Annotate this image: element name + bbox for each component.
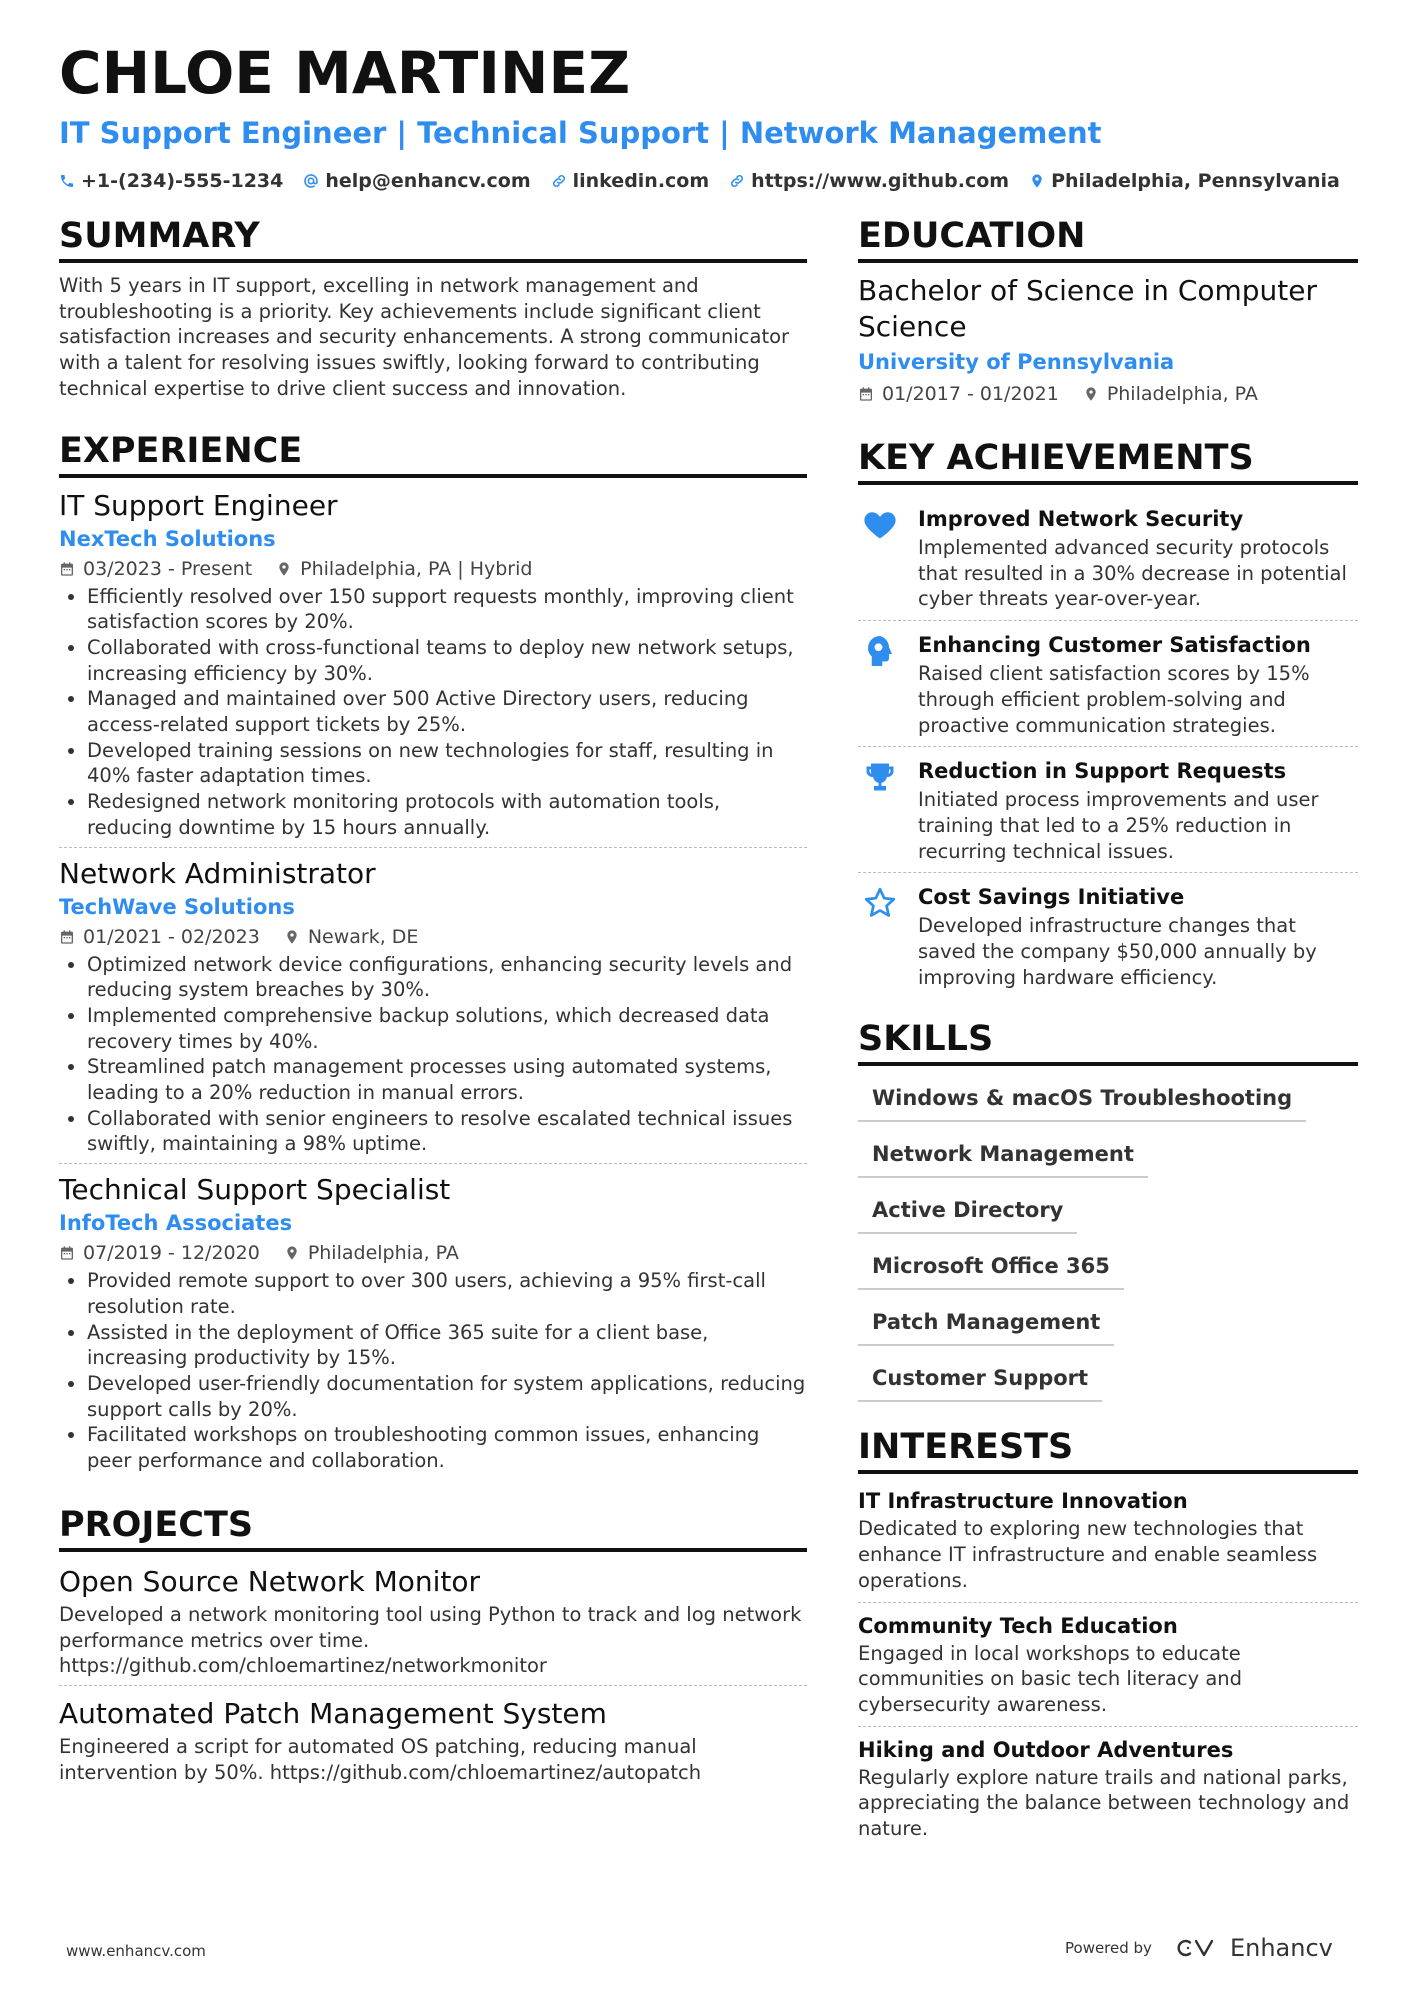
job-bullet: • Assisted in the deployment of Office 365 suite for a client base, increasing productivity by 15%. xyxy=(87,1320,807,1371)
interest-entry xyxy=(858,1726,1358,1850)
job-entry xyxy=(59,1163,807,1480)
education-degree: Bachelor of Science in Computer Science xyxy=(858,274,1318,343)
job-location: Philadelphia, PA xyxy=(307,1242,459,1265)
achievements-heading: KEY ACHIEVEMENTS xyxy=(858,437,1358,485)
interest-text: Engaged in local workshops to educate communities on basic tech literacy and cybersecurity awareness. xyxy=(858,1641,1243,1716)
interest-text: Regularly explore nature trails and national parks, appreciating the balance between technology and nature. xyxy=(858,1765,1350,1841)
job-title: Network Administrator xyxy=(59,856,376,890)
github-text: https://www.github.com xyxy=(751,170,1010,192)
education-heading: EDUCATION xyxy=(858,215,1358,263)
job-dates: 07/2019 - 12/2020 xyxy=(83,1242,260,1265)
job-location: Philadelphia, PA | Hybrid xyxy=(300,557,533,580)
education-location: Philadelphia, PA xyxy=(1106,383,1258,405)
job-meta xyxy=(59,554,807,584)
powered-by-text: Powered by xyxy=(1065,1939,1152,1957)
interest-entry xyxy=(858,1602,1358,1726)
skills-list xyxy=(858,1076,1358,1402)
job-meta xyxy=(59,1238,807,1268)
achievement-text: Initiated process improvements and user training that led to a 25% reduction in recurring technical issues. xyxy=(918,788,1319,863)
company-name: TechWave Solutions xyxy=(59,894,295,919)
job-location: Newark, DE xyxy=(307,925,419,948)
phone-icon xyxy=(59,173,75,189)
company-name: NexTech Solutions xyxy=(59,526,276,551)
link-icon xyxy=(551,173,567,189)
job-entry xyxy=(59,488,807,847)
calendar-icon xyxy=(858,386,874,402)
company-name: InfoTech Associates xyxy=(59,1211,293,1236)
link-icon xyxy=(729,173,745,189)
job-dates: 03/2023 - Present xyxy=(83,557,253,580)
location-text: Philadelphia, Pennsylvania xyxy=(1051,170,1340,192)
achievement-entry xyxy=(858,620,1358,746)
summary-text: With 5 years in IT support, excelling in network management and troubleshooting is a priority. Key achievements include significant client satisfaction increases and security enhancements. A strong communicator with a talent for resolving issues swiftly, looking forward to contributing technical expertise to drive client success and innovation. xyxy=(59,274,790,400)
job-bullet: • Provided remote support to over 300 users, achieving a 95% first-call resolution rate. xyxy=(87,1268,807,1319)
contact-location xyxy=(1029,170,1340,192)
job-bullet: • Redesigned network monitoring protocols with automation tools, reducing downtime by 15 hours annually. xyxy=(87,789,807,840)
job-bullet: • Streamlined patch management processes using automated systems, leading to a 20% reduction in manual errors. xyxy=(87,1054,807,1105)
projects-heading: PROJECTS xyxy=(59,1504,807,1552)
skill-tag: Patch Management xyxy=(858,1304,1114,1346)
job-bullet: • Collaborated with cross-functional teams to deploy new network setups, increasing efficiency by 30%. xyxy=(87,635,807,686)
left-column xyxy=(59,215,807,1791)
project-title: Automated Patch Management System xyxy=(59,1696,607,1730)
location-pin-icon xyxy=(1083,386,1099,402)
brand-name: Enhancv xyxy=(1229,1934,1333,1962)
location-pin-icon xyxy=(276,561,292,577)
project-entry xyxy=(59,1685,807,1791)
experience-heading: EXPERIENCE xyxy=(59,430,807,478)
achievement-title: Cost Savings Initiative xyxy=(918,885,1185,910)
at-icon xyxy=(303,173,319,189)
experience-list xyxy=(59,488,807,1480)
interest-entry xyxy=(858,1484,1358,1601)
summary-heading: SUMMARY xyxy=(59,215,807,263)
heart-icon xyxy=(862,507,898,543)
achievement-entry xyxy=(858,872,1358,998)
job-meta xyxy=(59,922,807,952)
contact-email[interactable] xyxy=(303,170,530,192)
candidate-headline: IT Support Engineer | Technical Support | Network Management xyxy=(59,116,1102,150)
job-bullet: • Developed training sessions on new technologies for staff, resulting in 40% faster adaptation times. xyxy=(87,738,807,789)
interests-heading: INTERESTS xyxy=(858,1426,1358,1474)
email-text: help@enhancv.com xyxy=(325,170,531,192)
achievement-title: Improved Network Security xyxy=(918,507,1244,531)
job-bullet: • Optimized network device configurations, enhancing security levels and reducing system breaches by 30%. xyxy=(87,952,807,1003)
skills-heading: SKILLS xyxy=(858,1018,1358,1066)
project-title: Open Source Network Monitor xyxy=(59,1564,480,1598)
skill-tag: Customer Support xyxy=(858,1360,1102,1402)
job-dates: 01/2021 - 02/2023 xyxy=(83,925,260,948)
enhancv-logo[interactable] xyxy=(1174,1934,1333,1962)
contact-phone[interactable] xyxy=(59,170,283,192)
job-entry xyxy=(59,847,807,1164)
location-pin-icon xyxy=(284,1245,300,1261)
job-title: Technical Support Specialist xyxy=(59,1173,451,1207)
footer-website[interactable]: www.enhancv.com xyxy=(66,1942,206,1960)
skill-tag: Windows & macOS Troubleshooting xyxy=(858,1080,1306,1122)
education-meta xyxy=(858,379,1358,409)
interest-text: Dedicated to exploring new technologies that enhance IT infrastructure and enable seamless operations. xyxy=(858,1517,1318,1592)
location-pin-icon xyxy=(1029,173,1045,189)
project-description: Developed a network monitoring tool using Python to track and log network performance metrics over time. https://github.com/chloemartinez/networkmonitor xyxy=(59,1602,802,1678)
project-entry xyxy=(59,1562,807,1685)
job-bullet: • Developed user-friendly documentation for system applications, reducing support calls by 20%. xyxy=(87,1371,807,1422)
trophy-icon xyxy=(862,759,898,795)
job-bullets xyxy=(59,952,807,1158)
job-bullet: • Facilitated workshops on troubleshooting common issues, enhancing peer performance and collaboration. xyxy=(87,1422,807,1473)
education-dates: 01/2017 - 01/2021 xyxy=(882,383,1059,405)
candidate-name: CHLOE MARTINEZ xyxy=(59,39,631,107)
star-icon xyxy=(862,885,898,921)
enhancv-logo-icon xyxy=(1174,1936,1220,1960)
right-column xyxy=(858,215,1358,1850)
achievement-text: Raised client satisfaction scores by 15% through efficient problem-solving and proactive communication strategies. xyxy=(918,662,1310,737)
project-description: Engineered a script for automated OS patching, reducing manual intervention by 50%. https://github.com/chloemartinez/autopatch xyxy=(59,1734,702,1784)
job-bullet: • Implemented comprehensive backup solutions, which decreased data recovery times by 40%. xyxy=(87,1003,807,1054)
phone-text: +1-(234)-555-1234 xyxy=(81,170,284,192)
calendar-icon xyxy=(59,1245,75,1261)
calendar-icon xyxy=(59,929,75,945)
location-pin-icon xyxy=(284,929,300,945)
contact-bar xyxy=(59,170,1340,192)
job-bullet: • Managed and maintained over 500 Active Directory users, reducing access-related support tickets by 25%. xyxy=(87,686,807,737)
achievement-text: Developed infrastructure changes that saved the company $50,000 annually by improving hardware efficiency. xyxy=(918,914,1317,989)
job-bullets xyxy=(59,584,807,841)
linkedin-text: linkedin.com xyxy=(572,170,710,192)
education-school: University of Pennsylvania xyxy=(858,350,1175,374)
job-bullet: • Collaborated with senior engineers to resolve escalated technical issues swiftly, maintaining a 98% uptime. xyxy=(87,1106,807,1157)
footer-powered-by xyxy=(1065,1934,1333,1962)
achievement-title: Enhancing Customer Satisfaction xyxy=(918,633,1311,658)
job-bullet: • Efficiently resolved over 150 support requests monthly, improving client satisfaction scores by 20%. xyxy=(87,584,807,635)
skill-tag: Microsoft Office 365 xyxy=(858,1248,1124,1290)
interest-title: IT Infrastructure Innovation xyxy=(858,1489,1188,1514)
skill-tag: Active Directory xyxy=(858,1192,1077,1234)
achievement-entry xyxy=(858,746,1358,872)
achievement-text: Implemented advanced security protocols that resulted in a 30% decrease in potential cyber threats year-over-year. xyxy=(918,536,1347,611)
achievement-title: Reduction in Support Requests xyxy=(918,759,1287,784)
contact-linkedin[interactable] xyxy=(551,170,710,192)
head-icon xyxy=(862,633,898,669)
calendar-icon xyxy=(59,561,75,577)
achievement-entry xyxy=(858,495,1358,620)
job-title: IT Support Engineer xyxy=(59,488,338,522)
contact-github[interactable] xyxy=(729,170,1009,192)
job-bullets xyxy=(59,1268,807,1474)
interest-title: Community Tech Education xyxy=(858,1613,1178,1638)
skill-tag: Network Management xyxy=(858,1136,1148,1178)
interest-title: Hiking and Outdoor Adventures xyxy=(858,1737,1234,1762)
